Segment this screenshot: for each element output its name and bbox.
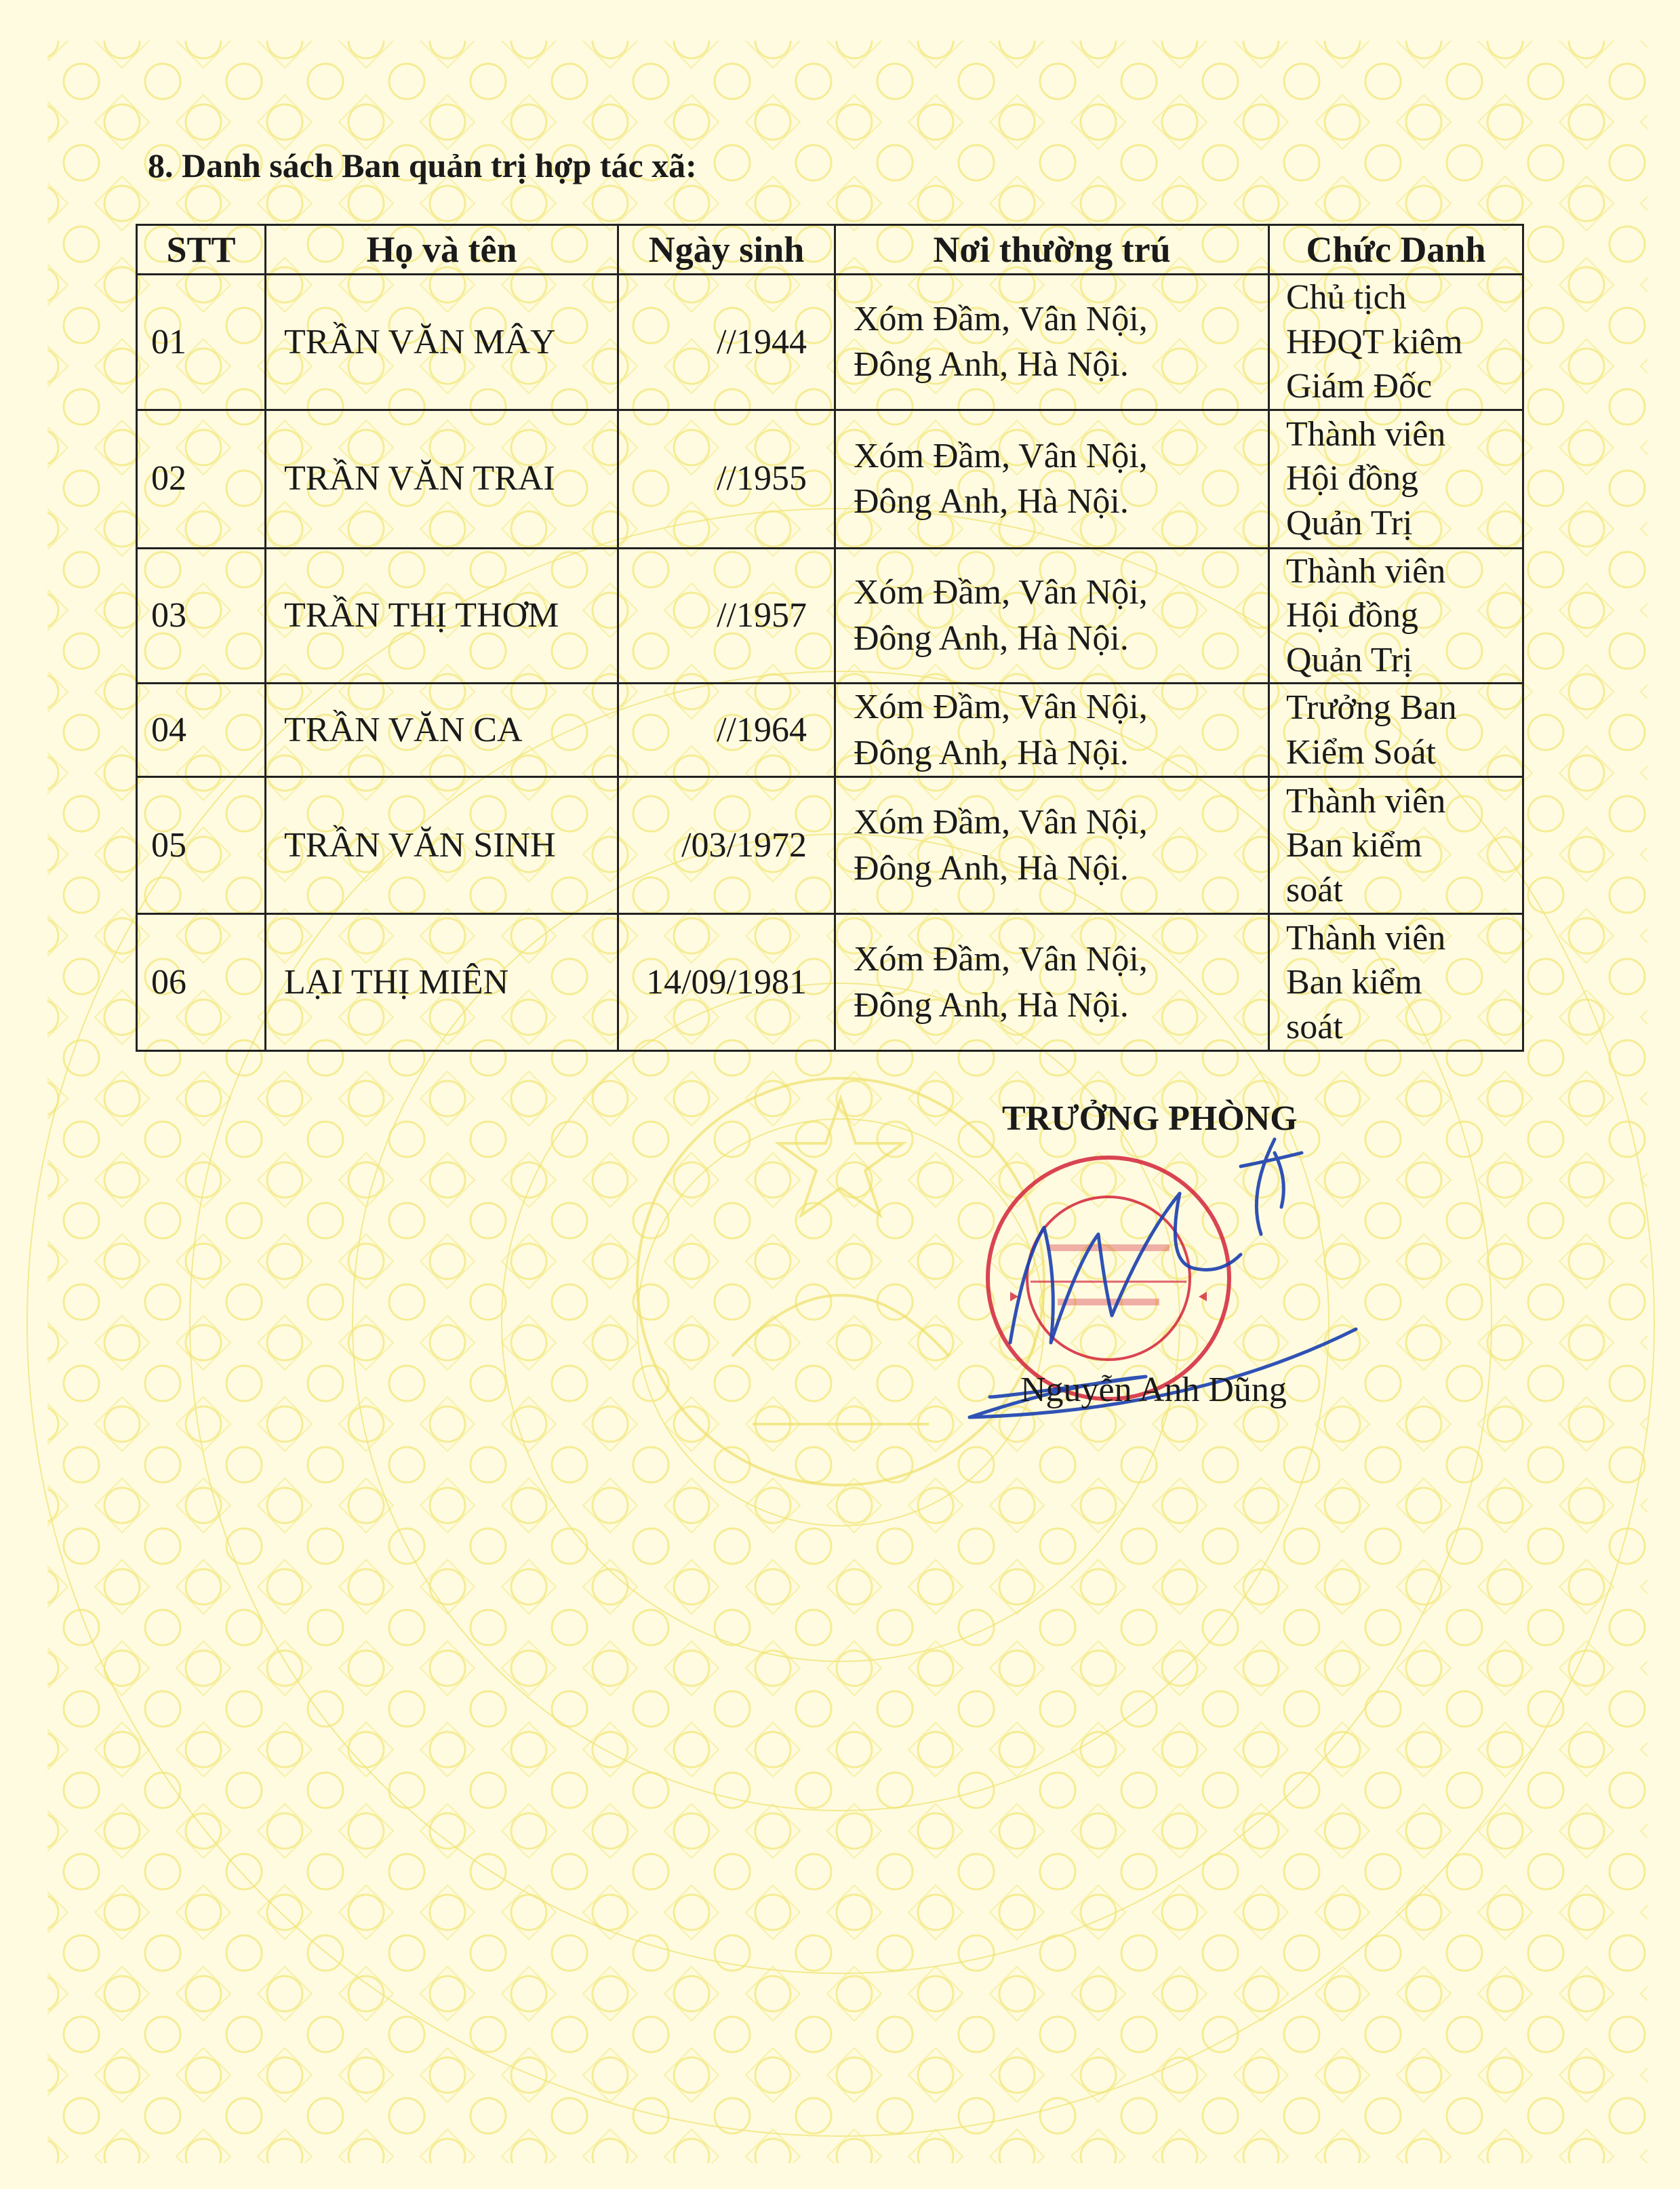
table-row bbox=[137, 275, 1523, 410]
cell-role bbox=[1269, 275, 1523, 410]
table-header-row bbox=[137, 225, 1523, 275]
signer-name: Nguyễn Anh Dũng bbox=[1020, 1370, 1287, 1409]
cell-dob: //1964 bbox=[618, 684, 835, 777]
cell-role bbox=[1269, 684, 1523, 777]
role-line: Trưởng Ban bbox=[1286, 688, 1457, 728]
cell-name: TRẦN THỊ THƠM bbox=[266, 548, 618, 684]
table-row bbox=[137, 777, 1523, 914]
header-address: Nơi thường trú bbox=[835, 225, 1269, 275]
cell-name: TRẦN VĂN CA bbox=[266, 684, 618, 777]
role-line: Hội đồng bbox=[1286, 459, 1418, 498]
cell-dob: //1955 bbox=[618, 410, 835, 548]
table-row bbox=[137, 684, 1523, 777]
cell-role bbox=[1269, 410, 1523, 548]
signature-block bbox=[922, 1099, 1383, 1451]
board-members-table bbox=[136, 224, 1524, 1052]
cell-stt: 06 bbox=[137, 914, 266, 1051]
role-line: HĐQT kiêm bbox=[1286, 322, 1463, 361]
cell-dob: 14/09/1981 bbox=[618, 914, 835, 1051]
address-line: Đông Anh, Hà Nội. bbox=[854, 482, 1129, 521]
address-line: Xóm Đầm, Vân Nội, bbox=[854, 573, 1148, 612]
cell-role bbox=[1269, 548, 1523, 684]
cell-stt: 03 bbox=[137, 548, 266, 684]
role-line: soát bbox=[1286, 870, 1343, 909]
role-line: Kiểm Soát bbox=[1286, 732, 1436, 772]
cell-dob: //1944 bbox=[618, 275, 835, 410]
header-stt: STT bbox=[137, 225, 266, 275]
role-line: soát bbox=[1286, 1007, 1343, 1046]
cell-name: TRẦN VĂN SINH bbox=[266, 777, 618, 914]
role-line: Ban kiểm bbox=[1286, 963, 1422, 1002]
header-role: Chức Danh bbox=[1269, 225, 1523, 275]
role-line: Ban kiểm bbox=[1286, 826, 1422, 865]
cell-address bbox=[835, 914, 1269, 1051]
cell-address bbox=[835, 275, 1269, 410]
cell-role bbox=[1269, 914, 1523, 1051]
table-row bbox=[137, 410, 1523, 548]
cell-stt: 04 bbox=[137, 684, 266, 777]
signer-title: TRƯỞNG PHÒNG bbox=[1002, 1099, 1298, 1138]
address-line: Đông Anh, Hà Nội. bbox=[854, 345, 1129, 384]
address-line: Xóm Đầm, Vân Nội, bbox=[854, 299, 1148, 338]
address-line: Xóm Đầm, Vân Nội, bbox=[854, 940, 1148, 979]
address-line: Xóm Đầm, Vân Nội, bbox=[854, 688, 1148, 727]
role-line: Thành viên bbox=[1286, 551, 1446, 591]
cell-address bbox=[835, 548, 1269, 684]
address-line: Xóm Đầm, Vân Nội, bbox=[854, 436, 1148, 475]
role-line: Quản Trị bbox=[1286, 503, 1413, 543]
role-line: Chủ tịch bbox=[1286, 278, 1407, 317]
address-line: Đông Anh, Hà Nội. bbox=[854, 733, 1129, 772]
cell-name: LẠI THỊ MIÊN bbox=[266, 914, 618, 1051]
cell-stt: 05 bbox=[137, 777, 266, 914]
cell-address bbox=[835, 410, 1269, 548]
header-name: Họ và tên bbox=[266, 225, 618, 275]
cell-address bbox=[835, 777, 1269, 914]
cell-stt: 01 bbox=[137, 275, 266, 410]
table-row bbox=[137, 548, 1523, 684]
address-line: Đông Anh, Hà Nội. bbox=[854, 985, 1129, 1025]
cell-stt: 02 bbox=[137, 410, 266, 548]
role-line: Thành viên bbox=[1286, 414, 1446, 454]
address-line: Xóm Đầm, Vân Nội, bbox=[854, 803, 1148, 842]
address-line: Đông Anh, Hà Nội. bbox=[854, 619, 1129, 658]
role-line: Hội đồng bbox=[1286, 596, 1418, 635]
role-line: Thành viên bbox=[1286, 918, 1446, 958]
cell-name: TRẦN VĂN MÂY bbox=[266, 275, 618, 410]
cell-dob: //1957 bbox=[618, 548, 835, 684]
cell-name: TRẦN VĂN TRAI bbox=[266, 410, 618, 548]
role-line: Quản Trị bbox=[1286, 640, 1413, 679]
cell-address bbox=[835, 684, 1269, 777]
cell-dob: /03/1972 bbox=[618, 777, 835, 914]
address-line: Đông Anh, Hà Nội. bbox=[854, 848, 1129, 888]
cell-role bbox=[1269, 777, 1523, 914]
table-row bbox=[137, 914, 1523, 1051]
header-dob: Ngày sinh bbox=[618, 225, 835, 275]
role-line: Thành viên bbox=[1286, 781, 1446, 821]
role-line: Giám Đốc bbox=[1286, 367, 1433, 406]
section-heading: 8. Danh sách Ban quản trị hợp tác xã: bbox=[148, 146, 697, 184]
